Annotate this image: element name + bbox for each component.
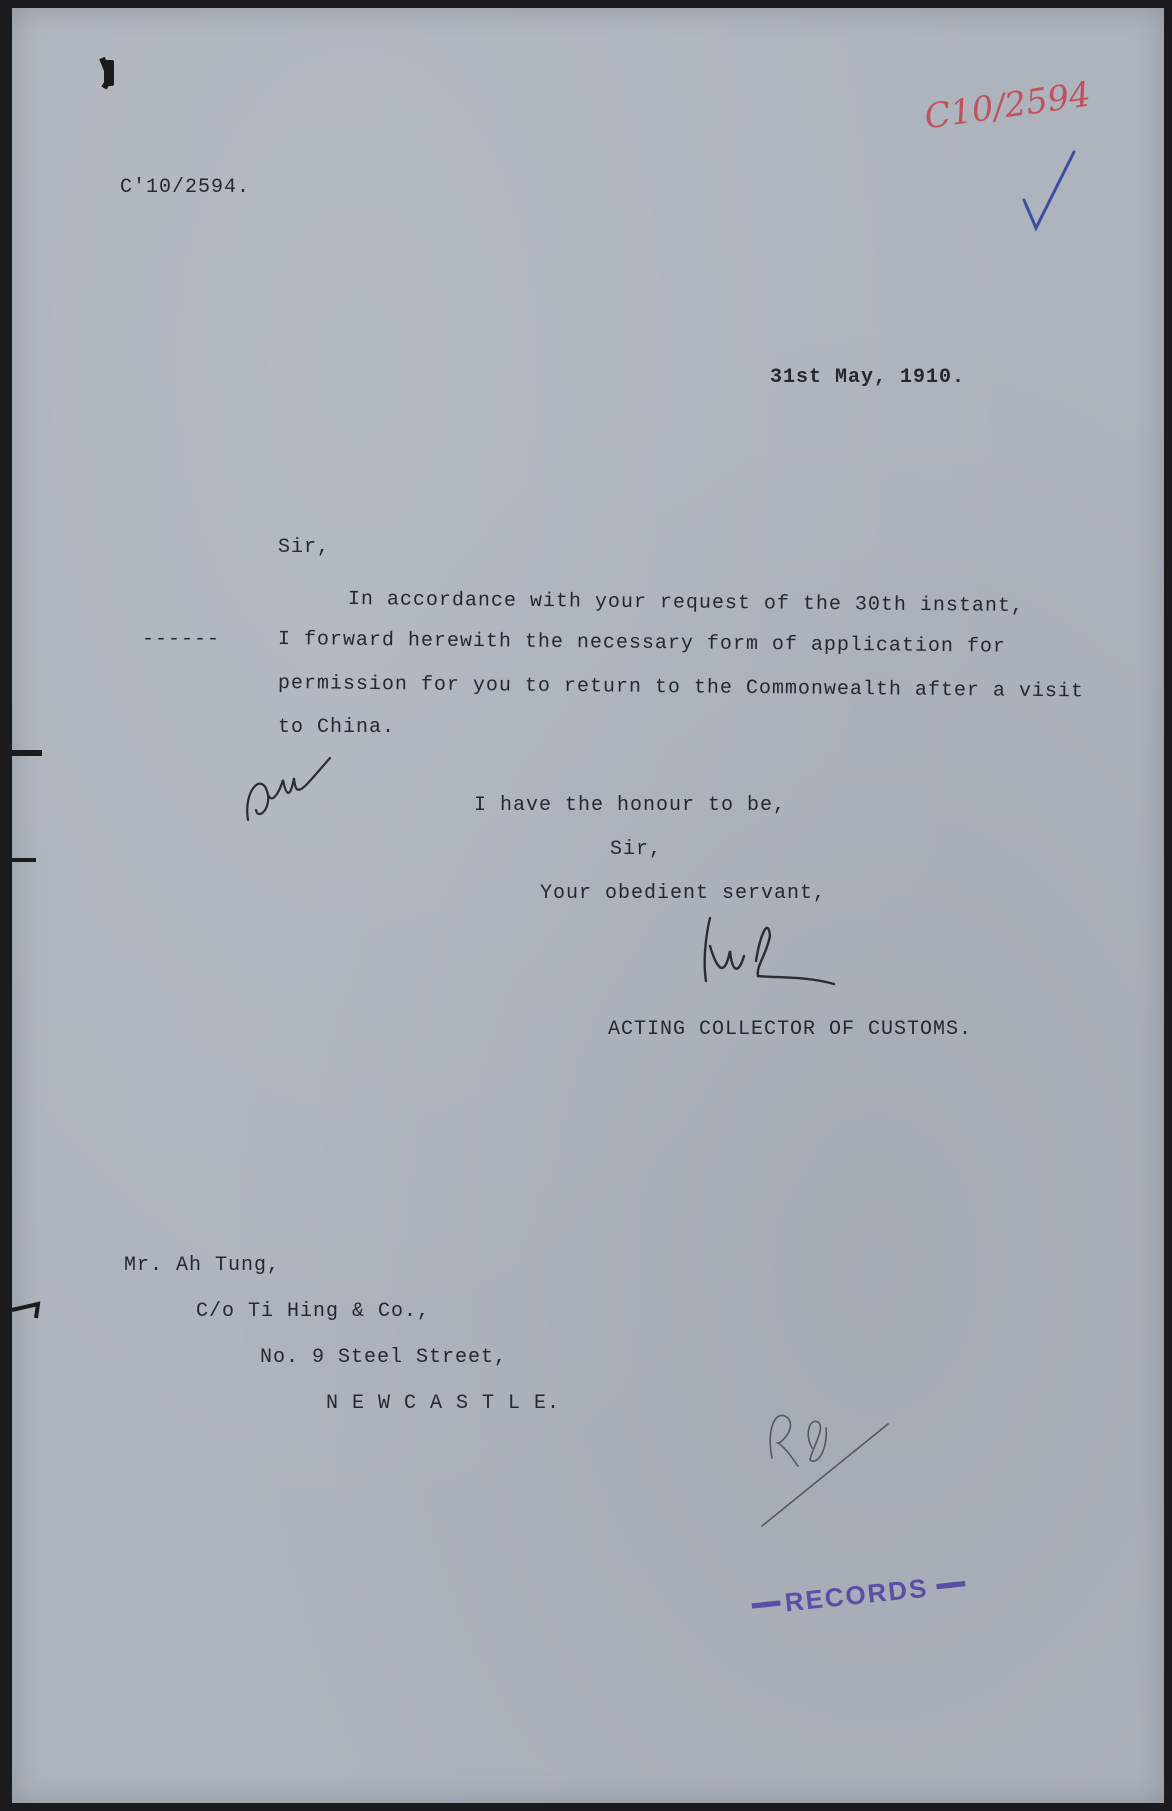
stamp-left-rule: ━━ [750, 1588, 778, 1621]
addressee-care-of: C/o Ti Hing & Co., [196, 1300, 431, 1323]
letter-date: 31st May, 1910. [770, 366, 966, 389]
checkmark-icon [1022, 148, 1082, 238]
addressee-street: No. 9 Steel Street, [260, 1346, 508, 1369]
stamp-text: RECORDS [783, 1572, 930, 1618]
officer-signature [696, 906, 846, 996]
body-line-4: to China. [278, 716, 396, 739]
letter-page [12, 8, 1164, 1803]
records-stamp [751, 1569, 962, 1622]
body-line-3: permission for you to return to the Commonwealth after a visit [277, 672, 1085, 704]
punch-mark [104, 60, 114, 86]
reference-number: C'10/2594. [120, 176, 251, 199]
closing-line-2: Sir, [610, 838, 663, 861]
body-line-1: In accordance with your request of the 30th instant, [347, 588, 1025, 619]
signatory-title: ACTING COLLECTOR OF CUSTOMS. [608, 1018, 973, 1041]
binding-marks [12, 48, 72, 1348]
addressee-city: N E W C A S T L E. [326, 1392, 561, 1415]
margin-mark: ------ [142, 628, 221, 651]
salutation: Sir, [278, 536, 331, 559]
closing-line-3: Your obedient servant, [540, 882, 827, 905]
closing-line-1: I have the honour to be, [474, 794, 787, 817]
handwritten-file-number: C10/2594 [922, 74, 1094, 138]
stamp-right-rule: ━━ [935, 1569, 963, 1602]
margin-initials-signature [238, 750, 338, 830]
body-line-2: I forward herewith the necessary form of application for [277, 628, 1007, 659]
pencil-initials [752, 1388, 902, 1538]
addressee-name: Mr. Ah Tung, [124, 1254, 281, 1277]
